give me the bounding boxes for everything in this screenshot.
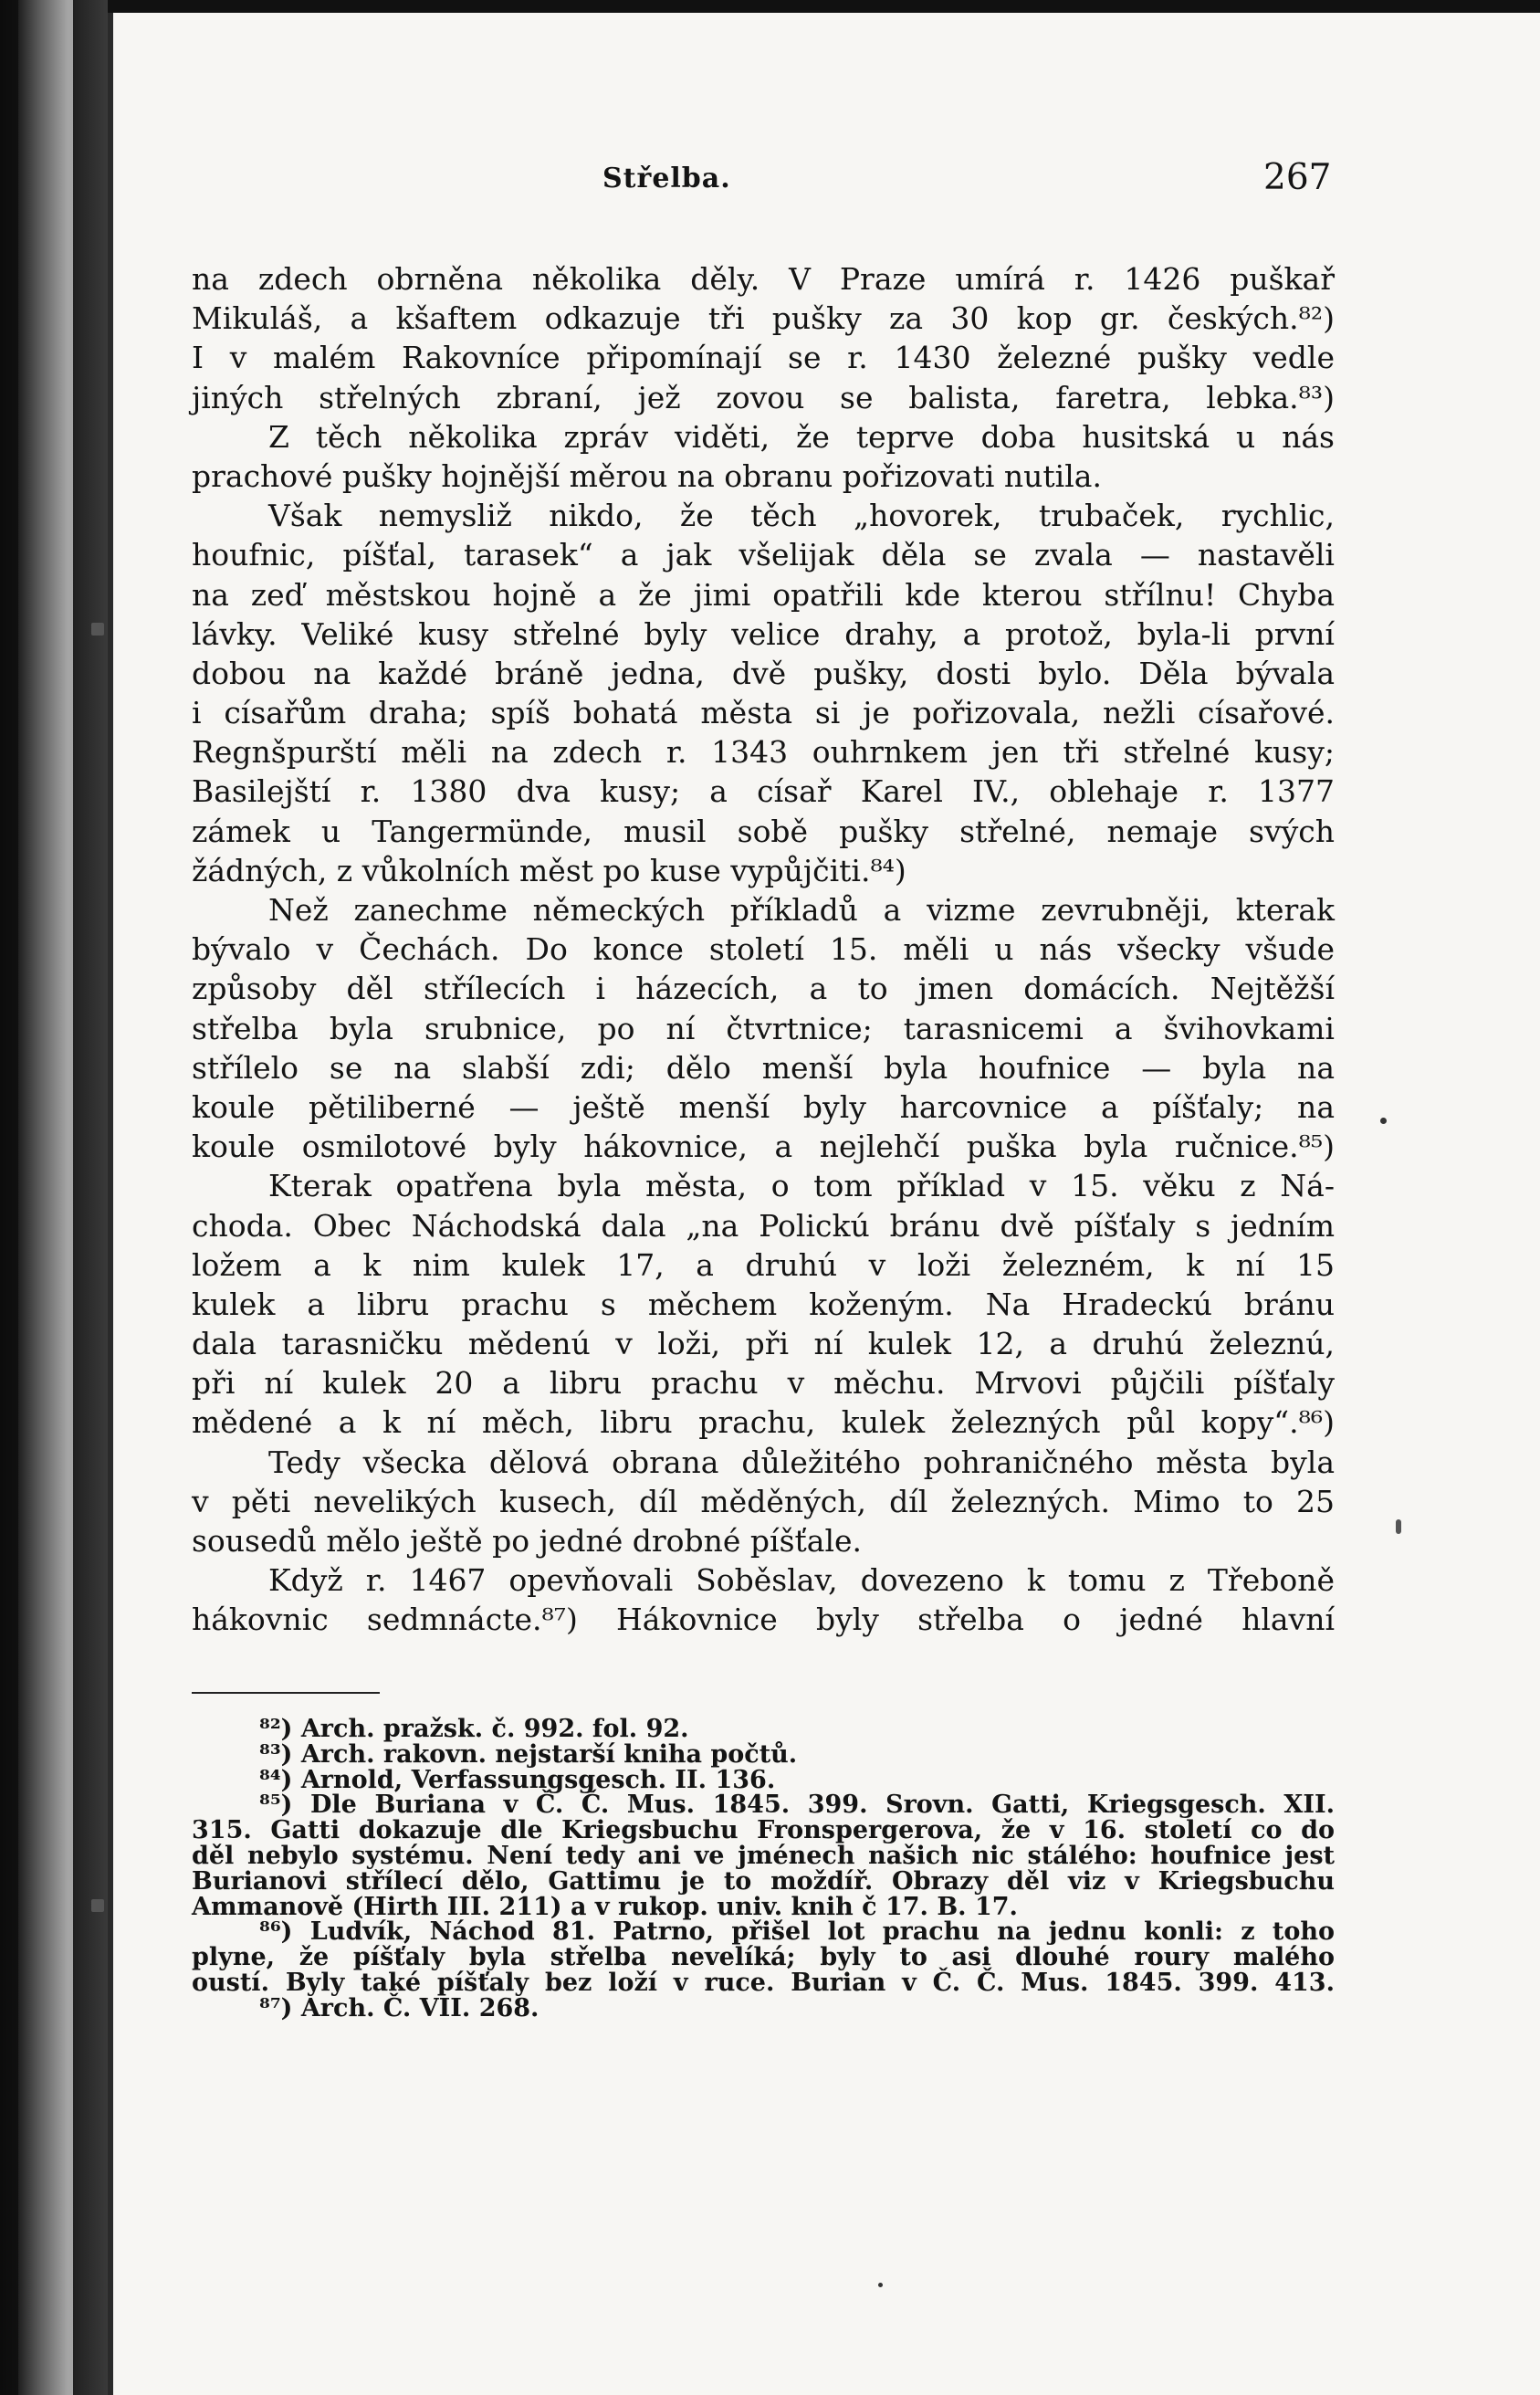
text-line: Tedy všecka dělová obrana důležitého pohraničného města byla — [268, 1444, 1335, 1480]
text-line: bývalo v Čechách. Do konce století 15. měli u nás všecky všude — [192, 931, 1335, 968]
text-line: ložem a k nim kulek 17, a druhú v loži železném, k ní 15 — [192, 1246, 1335, 1283]
text-line: Basilejští r. 1380 dva kusy; a císař Karel IV., oblehaje r. 1377 — [192, 773, 1335, 810]
text-line: kulek a libru prachu s měchem koženým. Na Hradeckú bránu — [192, 1286, 1335, 1322]
footnote-line: ⁸⁵) Dle Buriana v Č. Č. Mus. 1845. 399. Srovn. Gatti, Kriegsgesch. XII. — [259, 1791, 1335, 1820]
text-line: Mikuláš, a kšaftem odkazuje tři pušky za 30 kop gr. českých.⁸²) — [192, 300, 1335, 337]
text-line: způsoby děl střílecích i házecích, a to jmen domácích. Nejtěžší — [192, 971, 1335, 1007]
footnote-line: ⁸³) Arch. rakovn. nejstarší kniha počtů. — [259, 1739, 798, 1769]
footnote-line: Ammanově (Hirth III. 211) a v rukop. univ. knih č 17. B. 17. — [192, 1892, 1018, 1921]
footnote-line: děl nebylo systému. Není tedy ani ve jménech našich nic stálého: houfnice jest — [192, 1841, 1335, 1870]
text-line: žádných, z vůkolních měst po kuse vypůjčiti.⁸⁴) — [192, 852, 906, 888]
text-line: Však nemysliž nikdo, že těch „hovorek, trubaček, rychlic, — [268, 498, 1335, 534]
footnotes — [192, 1717, 1335, 2022]
page-number: 267 — [1263, 157, 1332, 198]
page-edge-shadow — [18, 0, 73, 2395]
text-line: zámek u Tangermünde, musil sobě pušky střelné, nemaje svých — [192, 813, 1335, 849]
text-line: dala tarasničku mědenú v loži, při ní kulek 12, a druhú železnú, — [192, 1326, 1335, 1362]
text-line: koule pětiliberné — ještě menší byly harcovnice a píšťaly; na — [192, 1088, 1335, 1125]
footnote-line: ⁸²) Arch. pražsk. č. 992. fol. 92. — [259, 1715, 689, 1743]
text-line: Kterak opatřena byla města, o tom příklad v 15. věku z Ná- — [268, 1168, 1335, 1204]
text-line: lávky. Veliké kusy střelné byly velice drahy, a protož, byla-li první — [192, 615, 1335, 652]
text-line: Z těch několika zpráv viděti, že teprve doba husitská u nás — [268, 418, 1335, 455]
ink-speck — [1380, 1118, 1387, 1124]
footnote-line: Burianovi střílecí dělo, Gattimu je to moždíř. Obrazy děl viz v Kriegsbuchu — [192, 1866, 1335, 1896]
text-line: Regnšpurští měli na zdech r. 1343 ouhrnkem jen tři střelné kusy; — [192, 734, 1335, 771]
footnote-line: oustí. Byly také píšťaly bez loží v ruce. Burian v Č. Č. Mus. 1845. 399. 413. — [192, 1968, 1335, 1997]
ink-speck — [878, 2283, 883, 2287]
text-line: Než zanechme německých příkladů a vizme zevrubněji, kterak — [268, 892, 1335, 928]
edge-mark — [91, 623, 104, 636]
edge-mark — [91, 1899, 104, 1912]
text-line: I v malém Rakovníce připomínají se r. 1430 železné pušky vedle — [192, 340, 1335, 376]
text-line: dobou na každé bráně jedna, dvě pušky, dosti bylo. Děla bývala — [192, 655, 1335, 691]
text-line: choda. Obec Náchodská dala „na Polickú bránu dvě píšťaly s jedním — [192, 1207, 1335, 1244]
footnote-line: ⁸⁶) Ludvík, Náchod 81. Patrno, přišel lot prachu na jednu konli: z toho — [259, 1917, 1335, 1947]
text-line: hákovnic sedmnácte.⁸⁷) Hákovnice byly střelba o jedné hlavní — [192, 1602, 1335, 1638]
text-line: na zdech obrněna několika děly. V Praze umírá r. 1426 puškař — [192, 261, 1335, 297]
text-line: houfnic, píšťal, tarasek“ a jak všelijak děla se zvala — nastavěli — [192, 537, 1335, 573]
text-line: při ní kulek 20 a libru prachu v měchu. Mrvovi půjčili píšťaly — [192, 1365, 1335, 1402]
text-line: jiných střelných zbraní, jež zovou se balista, faretra, lebka.⁸³) — [192, 379, 1335, 415]
text-line: sousedů mělo ještě po jedné drobné píšťale. — [192, 1523, 863, 1559]
text-line: prachové pušky hojnější měrou na obranu pořizovati nutila. — [192, 457, 1102, 494]
footnote-line: ⁸⁴) Arnold, Verfassungsgesch. II. 136. — [259, 1765, 776, 1794]
text-line: Když r. 1467 opevňovali Soběslav, dovezeno k tomu z Třeboně — [268, 1562, 1335, 1599]
footnote-line: 315. Gatti dokazuje dle Kriegsbuchu Fronspergerova, že v 16. století co do — [192, 1816, 1335, 1845]
footnote-line: ⁸⁷) Arch. Č. VII. 268. — [259, 1993, 540, 2022]
text-line: v pěti nevelikých kusech, díl měděných, díl železných. Mimo to 25 — [192, 1483, 1335, 1519]
text-line: střílelo se na slabší zdi; dělo menší byla houfnice — byla na — [192, 1049, 1335, 1086]
text-line: mědené a k ní měch, libru prachu, kulek železných půl kopy“.⁸⁶) — [192, 1404, 1335, 1441]
main-text — [192, 259, 1335, 1640]
text-line: i císařům draha; spíš bohatá města si je pořizovala, nežli císařové. — [192, 695, 1335, 731]
text-line: střelba byla srubnice, po ní čtvrtnice; tarasnicemi a švihovkami — [192, 1010, 1335, 1046]
text-line: na zeď městskou hojně a že jimi opatřili kde kterou střílnu! Chyba — [192, 576, 1335, 613]
adjacent-page-edge — [0, 0, 108, 2395]
running-head: Střelba. — [602, 163, 731, 194]
ink-speck — [1396, 1519, 1401, 1534]
footnote-line: plyne, že píšťaly byla střelba nevelíká; byly to asi dlouhé roury malého — [192, 1943, 1335, 1972]
footnote-rule — [192, 1692, 380, 1694]
text-line: koule osmilotové byly hákovnice, a nejlehčí puška byla ručnice.⁸⁵) — [192, 1129, 1335, 1165]
